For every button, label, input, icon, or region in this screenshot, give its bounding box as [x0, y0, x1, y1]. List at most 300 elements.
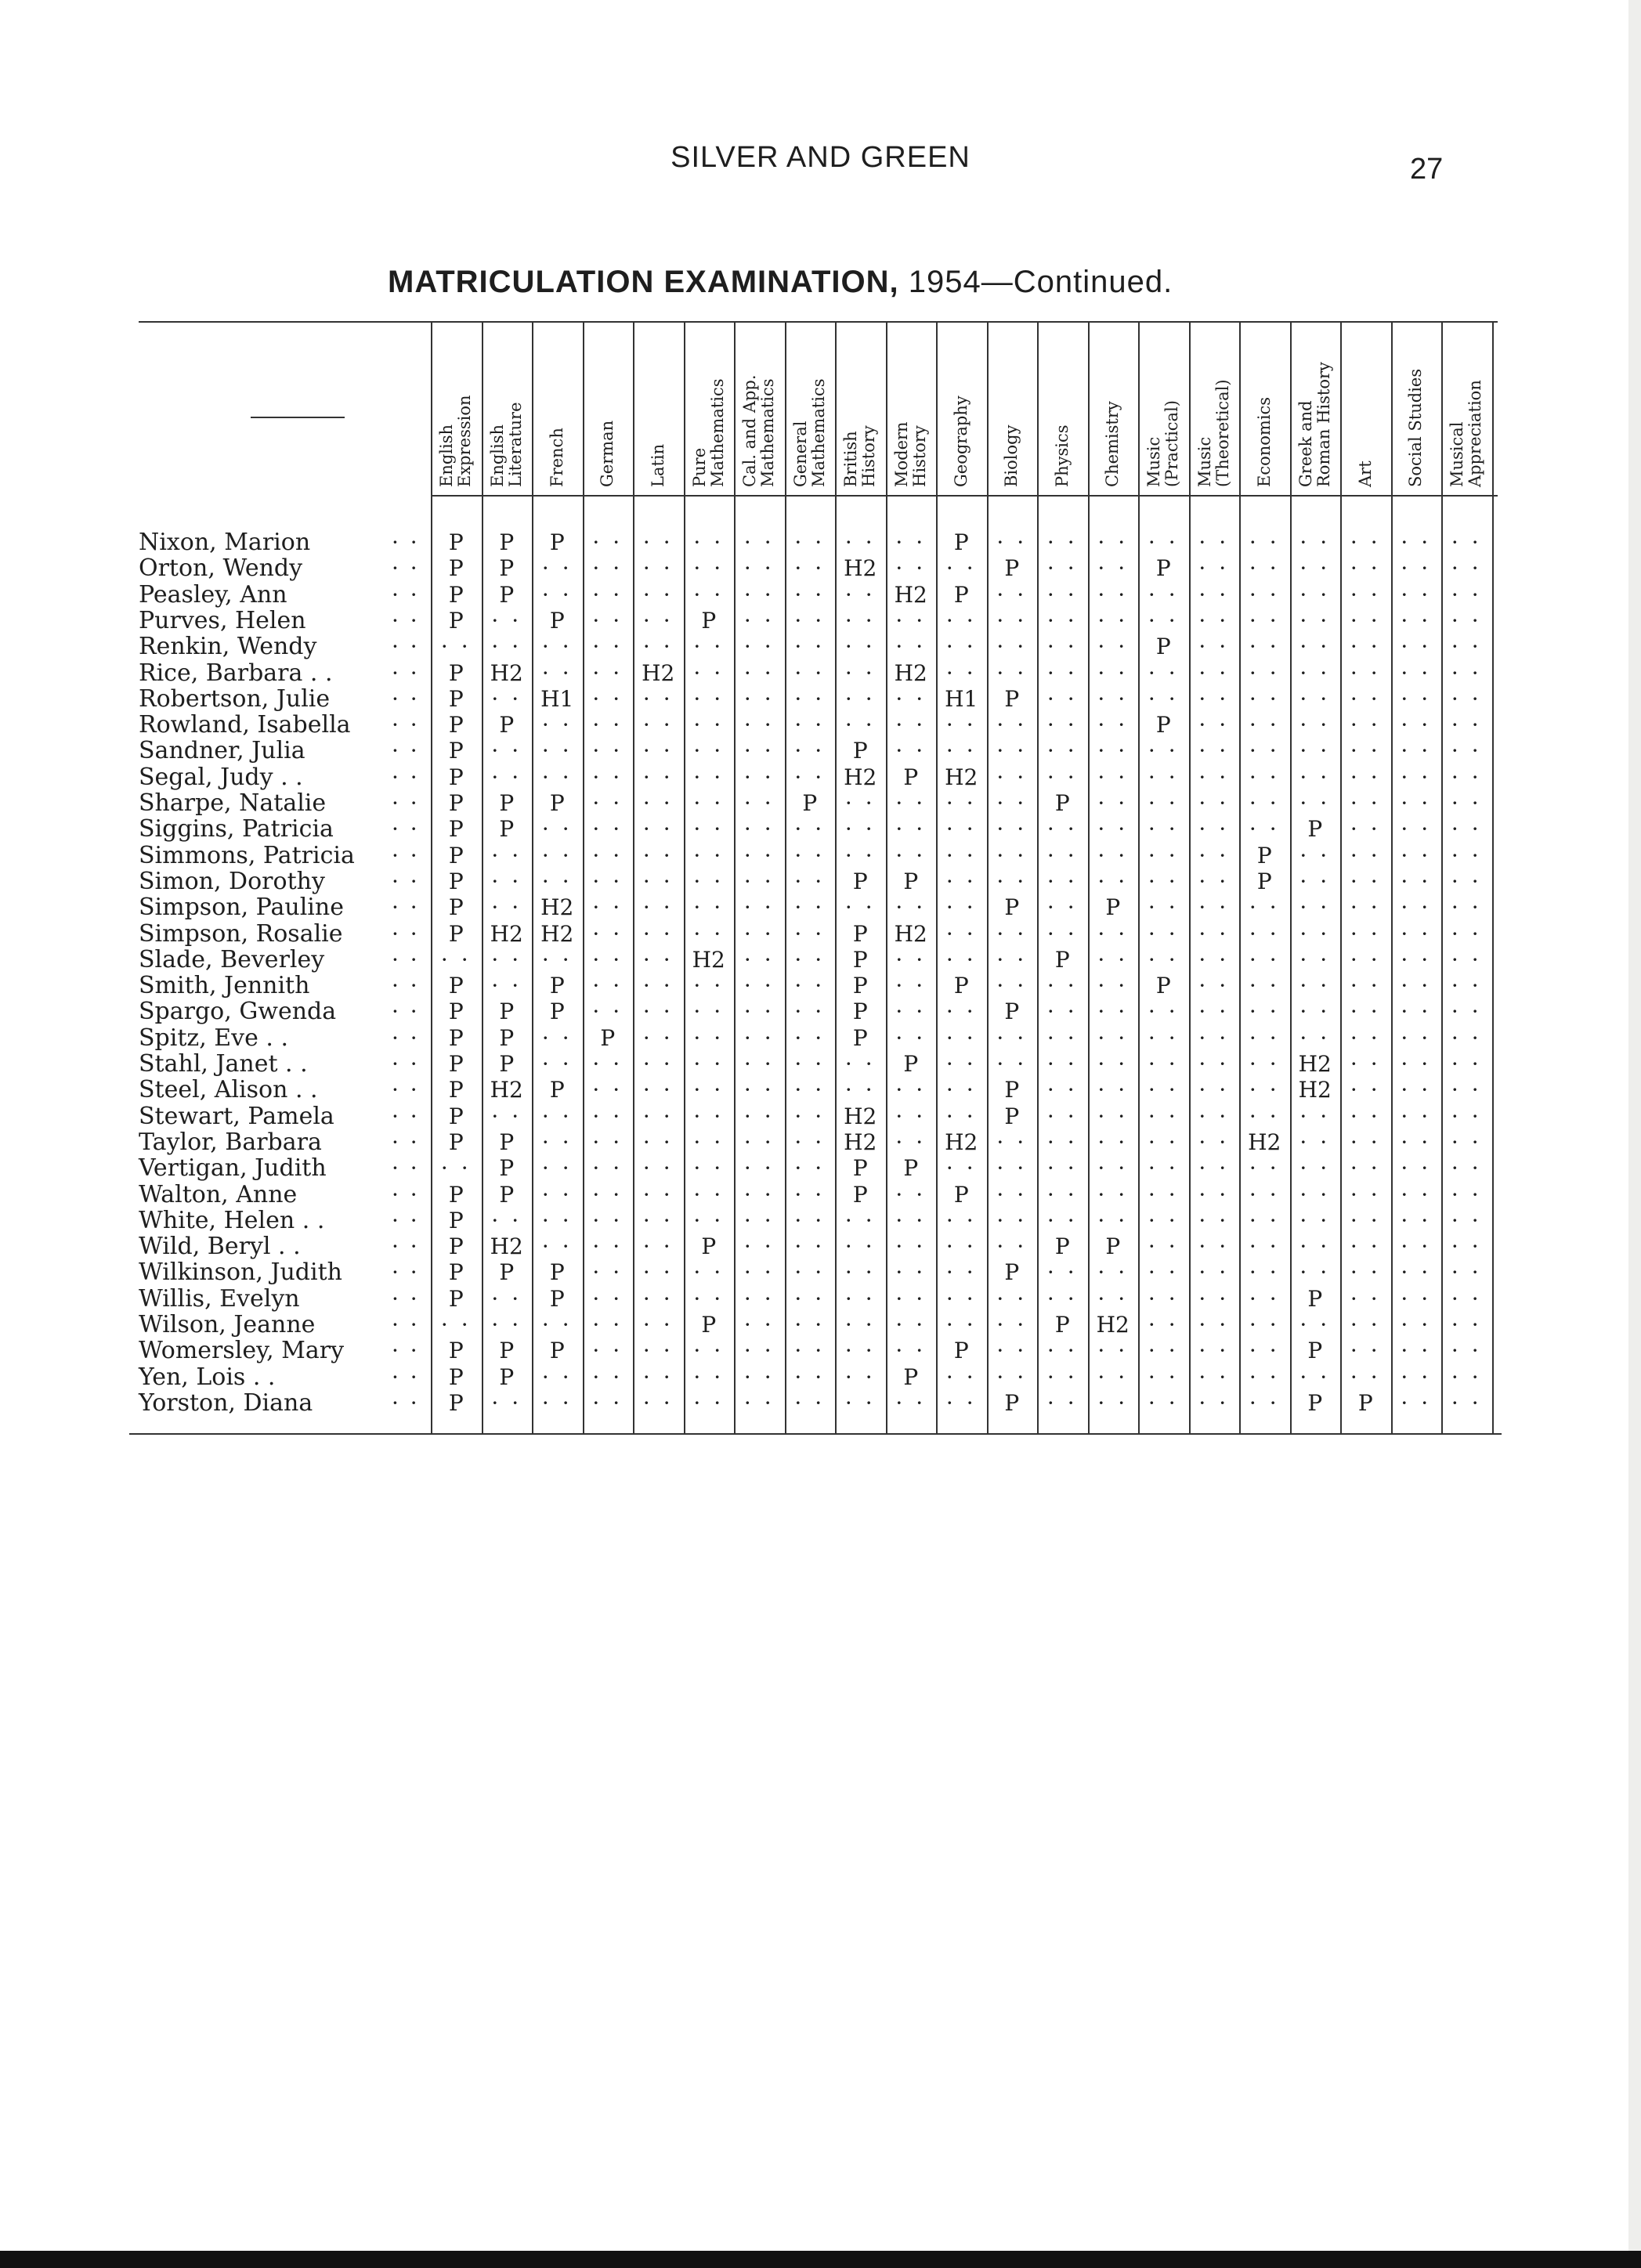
grade-cell-empty: · · — [895, 1129, 927, 1155]
column-header-subject: German — [598, 420, 617, 487]
grade-cell: H2 — [945, 764, 978, 790]
student-name: White, Helen . . — [139, 1206, 325, 1234]
grade-cell-empty: · · — [1249, 816, 1280, 843]
grade-cell-empty: · · — [743, 790, 775, 816]
grade-cell-empty: · · — [1350, 1077, 1381, 1103]
grade-cell-empty: · · — [592, 1155, 624, 1182]
grade-cell-empty: · · — [1198, 1233, 1230, 1260]
grade-cell-empty: · · — [945, 1363, 977, 1390]
grade-cell: P — [499, 1155, 515, 1182]
grade-cell-empty: · · — [794, 868, 826, 894]
grade-cell-empty: · · — [1299, 529, 1331, 555]
grade-cell-empty: · · — [1299, 946, 1331, 973]
grade-cell-empty: · · — [1299, 790, 1331, 816]
column-header-subject: Economics — [1254, 396, 1274, 487]
grade-cell-empty: · · — [1249, 1312, 1280, 1338]
grade-cell-empty: · · — [1401, 738, 1432, 764]
grade-cell-empty: · · — [592, 1181, 624, 1208]
grade-cell-empty: · · — [1401, 894, 1432, 921]
grade-cell: P — [499, 581, 515, 608]
grade-cell-empty: · · — [996, 607, 1028, 634]
row-leader-dots: · · — [392, 1338, 420, 1364]
grade-cell-empty: · · — [693, 685, 725, 712]
grade-cell-empty: · · — [642, 1077, 674, 1103]
grade-cell-empty: · · — [642, 529, 674, 555]
row-leader-dots: · · — [392, 946, 420, 973]
grade-cell: P — [499, 712, 515, 739]
student-name: Womersley, Mary — [139, 1337, 345, 1365]
grade-cell-empty: · · — [592, 634, 624, 660]
grade-cell-empty: · · — [996, 946, 1028, 973]
grade-cell-empty: · · — [1097, 634, 1129, 660]
grade-cell-empty: · · — [642, 685, 674, 712]
grade-cell-empty: · · — [642, 973, 674, 999]
row-leader-dots: · · — [392, 1181, 420, 1208]
grade-cell-empty: · · — [945, 1024, 977, 1051]
grade-cell-empty: · · — [1198, 946, 1230, 973]
grade-cell-empty: · · — [1148, 1155, 1179, 1182]
row-leader-dots: · · — [392, 738, 420, 764]
grade-cell-empty: · · — [945, 1155, 977, 1182]
row-leader-dots: · · — [392, 894, 420, 921]
column-header-subject: Art — [1355, 460, 1375, 487]
grade-cell-empty: · · — [491, 1103, 522, 1129]
grade-cell-empty: · · — [895, 816, 927, 843]
column-header-subject: Music (Theoretical) — [1195, 379, 1232, 487]
grade-cell-empty: · · — [1249, 1363, 1280, 1390]
grade-cell: H2 — [540, 920, 574, 947]
grade-cell-empty: · · — [895, 1181, 927, 1208]
grade-cell-empty: · · — [693, 555, 725, 582]
grade-cell-empty: · · — [844, 790, 876, 816]
grade-cell-empty: · · — [1350, 634, 1381, 660]
grade-cell: P — [499, 1024, 515, 1051]
grade-cell-empty: · · — [1198, 529, 1230, 555]
grade-cell: P — [953, 1181, 969, 1208]
grade-cell: P — [1307, 1285, 1323, 1312]
grade-cell: P — [448, 1051, 464, 1077]
grade-cell-empty: · · — [1451, 1207, 1482, 1233]
grade-cell-empty: · · — [592, 529, 624, 555]
grade-cell: P — [903, 1363, 919, 1390]
grade-cell-empty: · · — [592, 999, 624, 1025]
grade-cell-empty: · · — [945, 1233, 977, 1260]
grade-cell-empty: · · — [1249, 1181, 1280, 1208]
grade-cell-empty: · · — [642, 555, 674, 582]
grade-cell-empty: · · — [1401, 1051, 1432, 1077]
grade-cell-empty: · · — [1046, 920, 1078, 947]
grade-cell: P — [1054, 1233, 1070, 1260]
grade-cell-empty: · · — [642, 1129, 674, 1155]
grade-cell-empty: · · — [693, 1024, 725, 1051]
grade-cell-empty: · · — [541, 1103, 573, 1129]
grade-cell-empty: · · — [642, 842, 674, 869]
grade-cell-empty: · · — [996, 1051, 1028, 1077]
grade-cell-empty: · · — [743, 529, 775, 555]
grade-cell-empty: · · — [895, 1285, 927, 1312]
grade-cell-empty: · · — [491, 1207, 522, 1233]
grade-cell-empty: · · — [541, 1312, 573, 1338]
grade-cell: P — [903, 868, 919, 894]
grade-cell-empty: · · — [592, 607, 624, 634]
grade-cell-empty: · · — [1401, 1312, 1432, 1338]
grade-cell-empty: · · — [1299, 920, 1331, 947]
grade-cell-empty: · · — [1451, 946, 1482, 973]
grade-cell-empty: · · — [491, 738, 522, 764]
grade-cell-empty: · · — [592, 842, 624, 869]
grade-cell-empty: · · — [1148, 764, 1179, 790]
grade-cell-empty: · · — [1046, 816, 1078, 843]
grade-cell-empty: · · — [1046, 1259, 1078, 1286]
blank-header-dash — [251, 417, 345, 418]
grade-cell: P — [1004, 1103, 1020, 1129]
grade-cell-empty: · · — [844, 529, 876, 555]
grade-cell: P — [448, 1259, 464, 1286]
row-leader-dots: · · — [392, 634, 420, 660]
grade-cell-empty: · · — [1401, 946, 1432, 973]
row-leader-dots: · · — [392, 1259, 420, 1286]
row-leader-dots: · · — [392, 607, 420, 634]
grade-cell: P — [448, 529, 464, 555]
grade-cell-empty: · · — [1097, 738, 1129, 764]
student-name: Simon, Dorothy — [139, 867, 325, 895]
grade-cell-empty: · · — [1401, 764, 1432, 790]
grade-cell: P — [852, 920, 868, 947]
grade-cell-empty: · · — [945, 816, 977, 843]
grade-cell-empty: · · — [743, 738, 775, 764]
grade-cell-empty: · · — [1451, 999, 1482, 1025]
grade-cell-empty: · · — [1249, 1207, 1280, 1233]
grade-cell-empty: · · — [693, 868, 725, 894]
student-name: Robertson, Julie — [139, 684, 331, 713]
grade-cell: P — [549, 790, 565, 816]
row-leader-dots: · · — [392, 659, 420, 686]
grade-cell-empty: · · — [945, 790, 977, 816]
grade-cell-empty: · · — [1198, 1338, 1230, 1364]
grade-cell-empty: · · — [1299, 1233, 1331, 1260]
exam-title-main: MATRICULATION EXAMINATION, — [388, 265, 899, 299]
grade-cell-empty: · · — [743, 1338, 775, 1364]
grade-cell-empty: · · — [743, 920, 775, 947]
grade-cell: P — [448, 1338, 464, 1364]
table-bottom-rule — [129, 1433, 1502, 1435]
grade-cell-empty: · · — [743, 685, 775, 712]
grade-cell-empty: · · — [592, 1051, 624, 1077]
grade-cell-empty: · · — [1401, 555, 1432, 582]
grade-cell-empty: · · — [895, 634, 927, 660]
grade-cell: P — [1054, 1312, 1070, 1338]
grade-cell-empty: · · — [541, 634, 573, 660]
grade-cell: P — [448, 1285, 464, 1312]
grade-cell-empty: · · — [642, 607, 674, 634]
grade-cell: P — [448, 1363, 464, 1390]
grade-cell-empty: · · — [1198, 1155, 1230, 1182]
grade-cell-empty: · · — [1401, 607, 1432, 634]
grade-cell-empty: · · — [1451, 1389, 1482, 1416]
grade-cell: P — [852, 738, 868, 764]
grade-cell-empty: · · — [844, 894, 876, 921]
grade-cell-empty: · · — [1097, 581, 1129, 608]
grade-cell-empty: · · — [1046, 1181, 1078, 1208]
grade-cell-empty: · · — [996, 868, 1028, 894]
grade-cell-empty: · · — [1148, 1233, 1179, 1260]
grade-cell-empty: · · — [1198, 1312, 1230, 1338]
grade-cell: P — [1105, 894, 1121, 921]
grade-cell: P — [448, 659, 464, 686]
grade-cell-empty: · · — [1046, 1129, 1078, 1155]
grade-cell-empty: · · — [895, 1077, 927, 1103]
grade-cell-empty: · · — [541, 1051, 573, 1077]
grade-cell-empty: · · — [642, 764, 674, 790]
grade-cell-empty: · · — [794, 634, 826, 660]
grade-cell-empty: · · — [1097, 1389, 1129, 1416]
grade-cell-empty: · · — [693, 1259, 725, 1286]
grade-cell-empty: · · — [1198, 1285, 1230, 1312]
grade-cell-empty: · · — [642, 894, 674, 921]
grade-cell: H2 — [894, 920, 927, 947]
grade-cell-empty: · · — [1350, 555, 1381, 582]
student-name: Willis, Evelyn — [139, 1284, 300, 1313]
grade-cell-empty: · · — [844, 659, 876, 686]
grade-cell-empty: · · — [541, 1207, 573, 1233]
grade-cell-empty: · · — [592, 816, 624, 843]
grade-cell-empty: · · — [1148, 1338, 1179, 1364]
grade-cell-empty: · · — [642, 1259, 674, 1286]
grade-cell-empty: · · — [743, 1233, 775, 1260]
grade-cell-empty: · · — [1198, 581, 1230, 608]
grade-cell-empty: · · — [491, 607, 522, 634]
grade-cell-empty: · · — [693, 816, 725, 843]
grade-cell-empty: · · — [844, 1338, 876, 1364]
grade-cell-empty: · · — [1198, 920, 1230, 947]
grade-cell-empty: · · — [1097, 764, 1129, 790]
grade-cell-empty: · · — [693, 1181, 725, 1208]
grade-cell-empty: · · — [1451, 1363, 1482, 1390]
grade-cell-empty: · · — [592, 581, 624, 608]
grade-cell: P — [1155, 973, 1171, 999]
row-leader-dots: · · — [392, 816, 420, 843]
grade-cell: P — [549, 999, 565, 1025]
grade-cell: P — [448, 712, 464, 739]
grade-cell-empty: · · — [1451, 842, 1482, 869]
grade-cell-empty: · · — [1198, 1129, 1230, 1155]
grade-cell-empty: · · — [1299, 764, 1331, 790]
student-name: Wild, Beryl . . — [139, 1233, 301, 1261]
grade-cell-empty: · · — [1249, 973, 1280, 999]
grade-cell: P — [448, 790, 464, 816]
grade-cell: P — [499, 790, 515, 816]
row-leader-dots: · · — [392, 790, 420, 816]
grade-cell-empty: · · — [491, 842, 522, 869]
grade-cell-empty: · · — [743, 581, 775, 608]
grade-cell-empty: · · — [743, 868, 775, 894]
column-header-subject: English Literature — [487, 402, 525, 487]
grade-cell-empty: · · — [1148, 1129, 1179, 1155]
grade-cell-empty: · · — [1401, 1155, 1432, 1182]
grade-cell-empty: · · — [895, 1259, 927, 1286]
grade-cell-empty: · · — [592, 1129, 624, 1155]
grade-cell-empty: · · — [1249, 1233, 1280, 1260]
grade-cell-empty: · · — [592, 555, 624, 582]
grade-cell-empty: · · — [794, 1051, 826, 1077]
grade-cell-empty: · · — [895, 1103, 927, 1129]
grade-cell-empty: · · — [1299, 868, 1331, 894]
grade-cell-empty: · · — [541, 1155, 573, 1182]
grade-cell-empty: · · — [1097, 1103, 1129, 1129]
grade-cell: P — [448, 581, 464, 608]
grade-cell-empty: · · — [1198, 999, 1230, 1025]
grade-cell-empty: · · — [1097, 1077, 1129, 1103]
running-head: SILVER AND GREEN — [670, 141, 971, 174]
grade-cell-empty: · · — [1198, 555, 1230, 582]
grade-cell: P — [448, 973, 464, 999]
grade-cell: P — [852, 1181, 868, 1208]
grade-cell: P — [499, 999, 515, 1025]
grade-cell-empty: · · — [693, 529, 725, 555]
grade-cell-empty: · · — [794, 764, 826, 790]
grade-cell-empty: · · — [996, 659, 1028, 686]
grade-cell-empty: · · — [592, 764, 624, 790]
grade-cell-empty: · · — [1299, 973, 1331, 999]
grade-cell-empty: · · — [1350, 659, 1381, 686]
grade-cell: P — [549, 607, 565, 634]
grade-cell-empty: · · — [1148, 685, 1179, 712]
grade-cell: P — [701, 607, 717, 634]
grade-cell-empty: · · — [794, 1155, 826, 1182]
grade-cell-empty: · · — [1097, 920, 1129, 947]
grade-cell: P — [701, 1312, 717, 1338]
grade-cell-empty: · · — [693, 659, 725, 686]
grade-cell-empty: · · — [794, 973, 826, 999]
row-leader-dots: · · — [392, 1024, 420, 1051]
grade-cell-empty: · · — [693, 1338, 725, 1364]
grade-cell-empty: · · — [1299, 842, 1331, 869]
grade-cell-empty: · · — [794, 1181, 826, 1208]
grade-cell-empty: · · — [1299, 894, 1331, 921]
grade-cell-empty: · · — [844, 685, 876, 712]
grade-cell-empty: · · — [693, 894, 725, 921]
grade-cell-empty: · · — [1350, 973, 1381, 999]
grade-cell: H2 — [844, 1129, 877, 1155]
grade-cell: P — [549, 973, 565, 999]
header-top-rule — [139, 321, 1498, 323]
grade-cell-empty: · · — [794, 581, 826, 608]
grade-cell-empty: · · — [996, 1129, 1028, 1155]
grade-cell-empty: · · — [794, 946, 826, 973]
row-leader-dots: · · — [392, 555, 420, 582]
grade-cell-empty: · · — [794, 738, 826, 764]
row-leader-dots: · · — [392, 1363, 420, 1390]
student-name: Rowland, Isabella — [139, 711, 351, 739]
grade-cell-empty: · · — [1401, 1207, 1432, 1233]
student-name: Nixon, Marion — [139, 529, 311, 556]
grade-cell-empty: · · — [895, 1207, 927, 1233]
grade-cell-empty: · · — [1299, 1312, 1331, 1338]
grade-cell-empty: · · — [693, 634, 725, 660]
grade-cell-empty: · · — [996, 973, 1028, 999]
grade-cell-empty: · · — [1451, 1129, 1482, 1155]
grade-cell-empty: · · — [1401, 920, 1432, 947]
grade-cell-empty: · · — [1046, 999, 1078, 1025]
grade-cell-empty: · · — [541, 712, 573, 739]
grade-cell-empty: · · — [1350, 920, 1381, 947]
grade-cell: H2 — [844, 555, 877, 582]
grade-cell-empty: · · — [895, 555, 927, 582]
grade-cell-empty: · · — [844, 1363, 876, 1390]
grade-cell: P — [499, 1338, 515, 1364]
grade-cell-empty: · · — [945, 842, 977, 869]
grade-cell-empty: · · — [1046, 659, 1078, 686]
grade-cell-empty: · · — [1148, 816, 1179, 843]
grade-cell: P — [903, 1051, 919, 1077]
student-name: Taylor, Barbara — [139, 1128, 322, 1156]
grade-cell-empty: · · — [1249, 685, 1280, 712]
grade-cell-empty: · · — [491, 1389, 522, 1416]
grade-cell-empty: · · — [1350, 868, 1381, 894]
grade-cell: P — [448, 816, 464, 843]
grade-cell: H2 — [945, 1129, 978, 1155]
column-header-subject: Chemistry — [1103, 401, 1122, 487]
grade-cell-empty: · · — [743, 1155, 775, 1182]
grade-cell-empty: · · — [945, 1103, 977, 1129]
grade-cell-empty: · · — [743, 1129, 775, 1155]
column-header-subject: Geography — [951, 395, 971, 487]
grade-cell-empty: · · — [1148, 659, 1179, 686]
row-leader-dots: · · — [392, 973, 420, 999]
grade-cell-empty: · · — [1097, 1285, 1129, 1312]
grade-cell-empty: · · — [642, 1051, 674, 1077]
grade-cell-empty: · · — [895, 1389, 927, 1416]
grade-cell-empty: · · — [1046, 712, 1078, 739]
grade-cell-empty: · · — [743, 659, 775, 686]
grade-cell-empty: · · — [794, 1259, 826, 1286]
grade-cell: P — [852, 868, 868, 894]
grade-cell-empty: · · — [592, 685, 624, 712]
grade-cell: P — [448, 738, 464, 764]
grade-cell-empty: · · — [743, 1389, 775, 1416]
grade-cell: H2 — [642, 659, 675, 686]
grade-cell-empty: · · — [1451, 581, 1482, 608]
grade-cell-empty: · · — [996, 790, 1028, 816]
grade-cell-empty: · · — [794, 1389, 826, 1416]
grade-cell: P — [1004, 1259, 1020, 1286]
grade-cell: P — [903, 1155, 919, 1182]
grade-cell: P — [903, 764, 919, 790]
grade-cell-empty: · · — [794, 685, 826, 712]
grade-cell: P — [549, 1285, 565, 1312]
grade-cell-empty: · · — [642, 738, 674, 764]
grade-cell-empty: · · — [1198, 973, 1230, 999]
grade-cell-empty: · · — [1046, 1338, 1078, 1364]
grade-cell-empty: · · — [1350, 738, 1381, 764]
grade-cell: P — [448, 1233, 464, 1260]
grade-cell-empty: · · — [642, 999, 674, 1025]
grade-cell-empty: · · — [1451, 790, 1482, 816]
grade-cell-empty: · · — [440, 1155, 472, 1182]
grade-cell-empty: · · — [1198, 1181, 1230, 1208]
grade-cell-empty: · · — [794, 842, 826, 869]
grade-cell-empty: · · — [1401, 1285, 1432, 1312]
student-name: Renkin, Wendy — [139, 633, 317, 661]
student-name: Siggins, Patricia — [139, 815, 334, 843]
grade-cell-empty: · · — [1046, 555, 1078, 582]
grade-cell-empty: · · — [895, 738, 927, 764]
grade-cell: P — [1307, 816, 1323, 843]
grade-cell-empty: · · — [1097, 1259, 1129, 1286]
row-leader-dots: · · — [392, 868, 420, 894]
grade-cell-empty: · · — [642, 790, 674, 816]
row-leader-dots: · · — [392, 1155, 420, 1182]
